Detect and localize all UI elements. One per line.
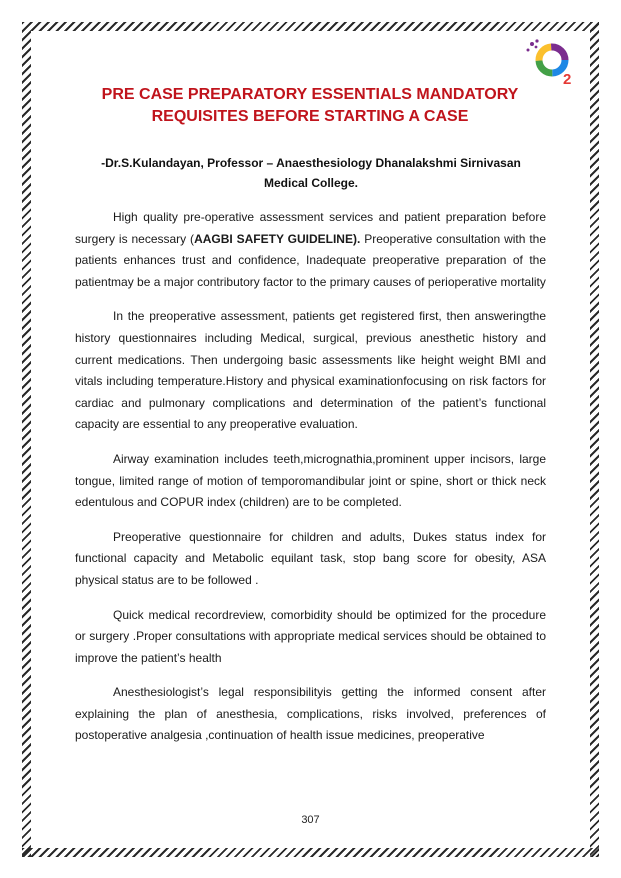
decorative-border-left bbox=[22, 22, 31, 857]
author-line-1: -Dr.S.Kulandayan, Professor – Anaesthesiology Dhanalakshmi Sirnivasan bbox=[101, 156, 521, 170]
paragraph-1 bbox=[75, 207, 546, 293]
guideline-reference: AAGBI SAFETY GUIDELINE). bbox=[194, 231, 361, 246]
page-number: 307 bbox=[301, 814, 320, 826]
paragraph-4: Preoperative questionnaire for children and adults, Dukes status index for functional capacity and Metabolic equilant task, stop bang score for obesity, ASA physical status are to be followed . bbox=[75, 529, 546, 587]
paragraph-1-text-start: High quality pre-operative assessment services and patient preparation before surgery is necessary ( bbox=[75, 210, 546, 246]
article-body bbox=[75, 207, 546, 760]
paragraph-3: Airway examination includes teeth,micrognathia,prominent upper incisors, large tongue, limited range of motion of temporomandibular joint or spine, short or thick neck edentulous and COPUR index (children) are to be completed. bbox=[75, 451, 546, 510]
o2-logo-icon bbox=[524, 38, 580, 88]
decorative-border-top bbox=[22, 22, 599, 31]
title-line-2: REQUISITES BEFORE STARTING A CASE bbox=[151, 108, 469, 125]
author-byline bbox=[80, 153, 542, 193]
decorative-border-right bbox=[590, 22, 599, 857]
svg-text:2: 2 bbox=[563, 71, 572, 88]
author-line-2: Medical College. bbox=[263, 176, 359, 190]
paragraph-6: Anesthesiologist’s legal responsibilityis getting the informed consent after explaining the plan of anesthesia, complications, risks involved, preferences of postoperative analgesia ,continuation of health issue medicines, preoperative bbox=[75, 685, 546, 743]
decorative-border-bottom bbox=[22, 848, 599, 857]
paragraph-2: In the preoperative assessment, patients get registered first, then answeringthe history questionnaires including Medical, surgical, previous anesthetic history and current medications. Then undergoing basic assessments like height weight BMI and vitals including temperature.History and physical examinationfocusing on risk factors for cardiac and pulmonary complications and determination of the patient’s functional capacity are essential to any preoperative evaluation. bbox=[75, 309, 546, 432]
page-title bbox=[70, 84, 550, 128]
paragraph-5: Quick medical recordreview, comorbidity should be optimized for the procedure or surgery .Proper consultations with appropriate medical services should be obtained to improve the patient’s health bbox=[75, 607, 546, 665]
paragraph-1-text-end: Preoperative consultation with the patients enhances trust and confidence, Inadequate preoperative preparation of the patientmay be a major contributory factor to the primary causes of perioperative mortality bbox=[75, 231, 546, 289]
title-line-1: PRE CASE PREPARATORY ESSENTIALS MANDATORY bbox=[101, 86, 519, 103]
